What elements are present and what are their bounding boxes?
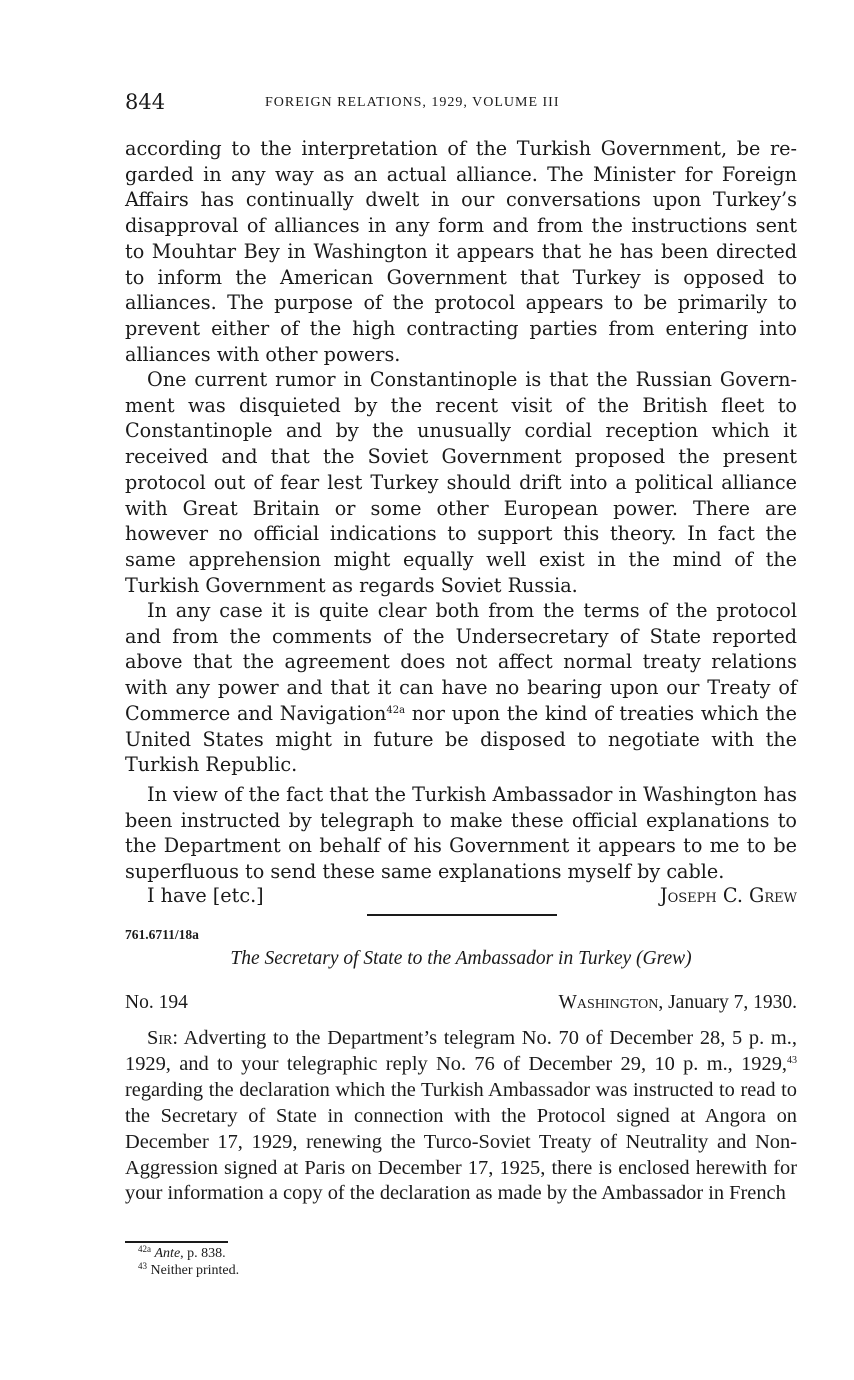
date: , January 7, 1930. bbox=[658, 992, 797, 1013]
place: Washington bbox=[558, 992, 659, 1013]
footnote-italic: Ante bbox=[154, 1246, 181, 1261]
footnote-42a bbox=[138, 1245, 239, 1262]
footnote-rule bbox=[125, 1241, 228, 1243]
paragraph-5-text-b: regarding the declaration which the Turkish Ambassador was instructed to read to the Secretary of State in connection with the Protocol signed at Angora on December 17, 1929, renewing the Turco-Soviet Treaty of Neutrality and Non-Aggression signed at Paris on December 17, 1925, there is enclosed herewith for your information a copy of the declaration as made by the Ambassador in French bbox=[125, 1078, 797, 1205]
paragraph-3-text-a: In any case it is quite clear both from the terms of the protocol and from the comments of the Undersecretary of State reported above that the agreement does not affect normal treaty relations with any power and that it can have no bearing upon our Treaty of Commerce and Navigation bbox=[125, 599, 797, 725]
heading-paren: (Grew) bbox=[636, 948, 692, 969]
signature: Joseph C. Grew bbox=[659, 884, 797, 907]
paragraph-2: One current rumor in Constantinople is that the Russian Government was disquieted by the recent visit of the British fleet to Constantinople and by the unusually cordial reception which it received and that the Soviet Government proposed the present protocol out of fear lest Turkey should drift into a political alliance with Great Britain or some other European power. There are however no official indications to support this theory. In fact the same apprehension might equally well exist in the mind of the Turkish Government as regards Soviet Russia. bbox=[125, 368, 797, 597]
paragraph-1: according to the interpretation of the Turkish Government, be regarded in any way as an actual alliance. The Minister for Foreign Affairs has continually dwelt in our conversations upon Turkey’s disapproval of alliances in any form and from the instructions sent to Mouhtar Bey in Washington it appears that he has been directed to inform the American Government that Turkey is opposed to alliances. The purpose of the protocol appears to be primarily to prevent either of the high contracting parties from entering into alliances with other powers. bbox=[125, 137, 797, 366]
footnote-text: Neither printed. bbox=[150, 1263, 240, 1278]
document-number: No. 194 bbox=[125, 992, 188, 1013]
paragraph-3-text-b: nor upon the kind of treaties which the United States might in future be disposed to negotiate with the Turkish Republic. bbox=[125, 701, 797, 777]
heading-main: The Secretary of State to the Ambassador in Turkey bbox=[230, 948, 632, 969]
section-divider bbox=[367, 914, 557, 916]
dateline-row bbox=[125, 992, 797, 1014]
running-head bbox=[125, 90, 797, 120]
closing: I have [etc.] bbox=[147, 884, 264, 907]
paragraph-5 bbox=[125, 1026, 797, 1207]
footnote-mark: 43 bbox=[138, 1261, 147, 1271]
footnote-text: , p. 838. bbox=[180, 1246, 226, 1261]
page-number: 844 bbox=[125, 90, 166, 114]
footnote-ref-43: 43 bbox=[787, 1054, 797, 1066]
document-heading bbox=[125, 948, 797, 970]
running-title: FOREIGN RELATIONS, 1929, VOLUME III bbox=[265, 95, 560, 110]
paragraph-5-text-a: : Adverting to the Department’s telegram No. 70 of December 28, 5 p. m., 1929, and to your telegraphic reply No. 76 of December 29, 10 p. m., 1929, bbox=[125, 1027, 797, 1075]
footnote-mark: 42a bbox=[138, 1244, 151, 1254]
footnote-ref-42a: 42a bbox=[386, 704, 406, 716]
signoff bbox=[147, 884, 797, 907]
file-number: 761.6711/18a bbox=[125, 927, 199, 942]
footnote-43 bbox=[138, 1262, 239, 1279]
paragraph-3 bbox=[125, 598, 797, 778]
footnotes bbox=[138, 1245, 239, 1279]
place-date bbox=[559, 992, 797, 1014]
salutation: Sir bbox=[147, 1027, 173, 1049]
paragraph-4: In view of the fact that the Turkish Ambassador in Washington has been instructed by telegraph to make these official explanations to the Department on behalf of his Government it appears to me to be superfluous to send these same explanations myself by cable. bbox=[125, 783, 797, 884]
